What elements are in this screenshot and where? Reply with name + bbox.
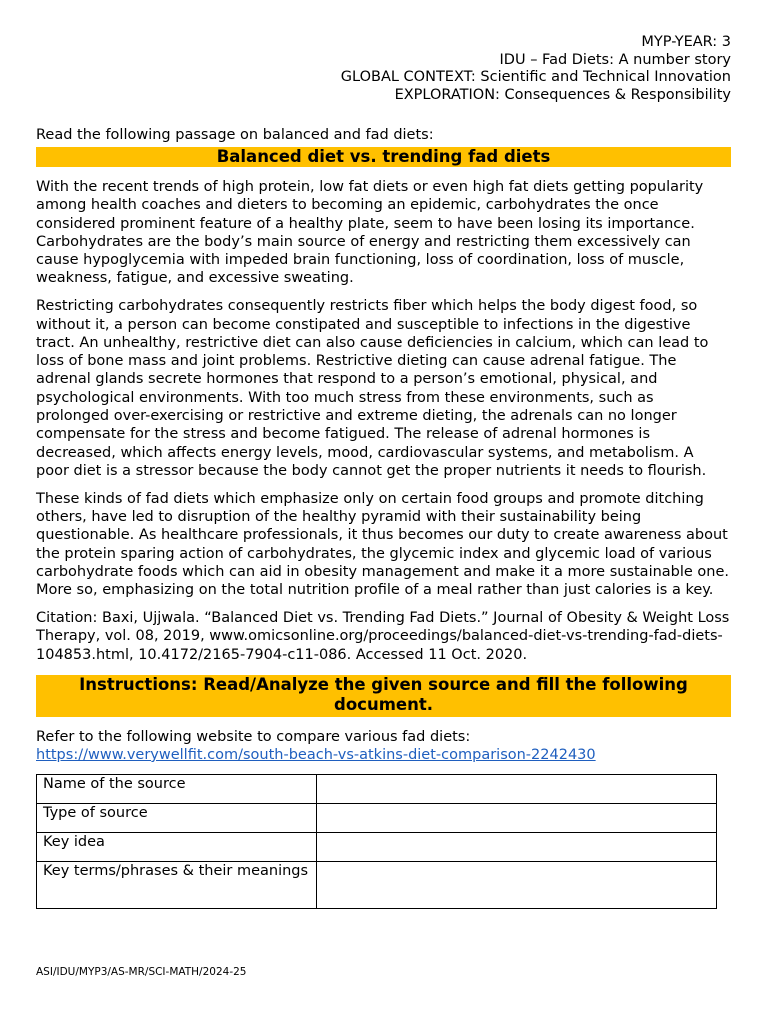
table-label-cell: Type of source [37, 803, 317, 832]
refer-block [36, 728, 731, 764]
header-global-context: GLOBAL CONTEXT: Scientific and Technical Innovation [340, 69, 731, 85]
table-row [37, 832, 717, 861]
title-banner: Balanced diet vs. trending fad diets [36, 147, 731, 167]
citation: Citation: Baxi, Ujjwala. “Balanced Diet vs. Trending Fad Diets.” Journal of Obesity & Weight Loss Therapy, vol. 08, 2019, www.omicsonline.org/proceedings/balanced-diet-vs-trending-fad-diets-104853.html, 10.4172/2165-7904-c11-086. Accessed 11 Oct. 2020. [36, 610, 730, 663]
table-input-cell[interactable] [317, 832, 717, 861]
table-input-cell[interactable] [317, 774, 717, 803]
header-exploration: EXPLORATION: Consequences & Responsibility [394, 86, 731, 103]
source-analysis-table [36, 774, 717, 909]
document-page [36, 0, 731, 909]
footer-code: ASI/IDU/MYP3/AS-MR/SCI-MATH/2024-25 [36, 966, 247, 978]
paragraph-3: These kinds of fad diets which emphasize only on certain food groups and promote ditching others, have led to disruption of the healthy pyramid with their sustainability being questionable. As healthcare professionals, it thus becomes our duty to create awareness about the protein sparing action of carbohydrates, the glycemic index and glycemic load of various carbohydrate foods which can aid in obesity management and make it a more sustainable one. More so, emphasizing on the total nutrition profile of a meal rather than just calories is a key. [36, 490, 730, 599]
table-label-cell: Key terms/phrases & their meanings [37, 861, 317, 908]
table-input-cell[interactable] [317, 861, 717, 908]
header-year: MYP-YEAR: 3 [641, 34, 731, 50]
table-row [37, 774, 717, 803]
table-row [37, 803, 717, 832]
refer-text: Refer to the following website to compare various fad diets: [36, 728, 471, 745]
intro-text: Read the following passage on balanced and fad diets: [36, 127, 434, 143]
table-label-cell: Name of the source [37, 774, 317, 803]
paragraph-2: Restricting carbohydrates consequently restricts fiber which helps the body digest food, so without it, a person can become constipated and susceptible to infections in the digestive tract. An unhealthy, restrictive diet can also cause deficiencies in calcium, which can lead to loss of bone mass and joint problems. Restrictive dieting can cause adrenal fatigue. The adrenal glands secrete hormones that respond to a person’s emotional, physical, and psychological environments. With too much stress from these environments, such as prolonged over-exercising or restrictive and extreme dieting, the adrenals can no longer compensate for the stress and become fatigued. The release of adrenal hormones is decreased, which affects energy levels, mood, cardiovascular systems, and metabolism. A poor diet is a stressor because the body cannot get the proper nutrients it needs to flourish. [36, 298, 709, 479]
table-input-cell[interactable] [317, 803, 717, 832]
header-idu-title: IDU – Fad Diets: A number story [499, 51, 731, 68]
table-row [37, 861, 717, 908]
table-label-cell: Key idea [37, 832, 317, 861]
instructions-banner: Instructions: Read/Analyze the given source and fill the following document. [36, 675, 731, 717]
document-header [36, 0, 731, 104]
refer-link[interactable]: https://www.verywellfit.com/south-beach-vs-atkins-diet-comparison-2242430 [36, 746, 596, 763]
paragraph-1: With the recent trends of high protein, low fat diets or even high fat diets getting popularity among health coaches and dieters to becoming an epidemic, carbohydrates the once considered prominent feature of a healthy plate, seem to have been losing its importance. Carbohydrates are the body’s main source of energy and restricting them excessively can cause hypoglycemia with impeded brain functioning, loss of coordination, loss of muscle, weakness, fatigue, and excessive sweating. [36, 179, 704, 287]
